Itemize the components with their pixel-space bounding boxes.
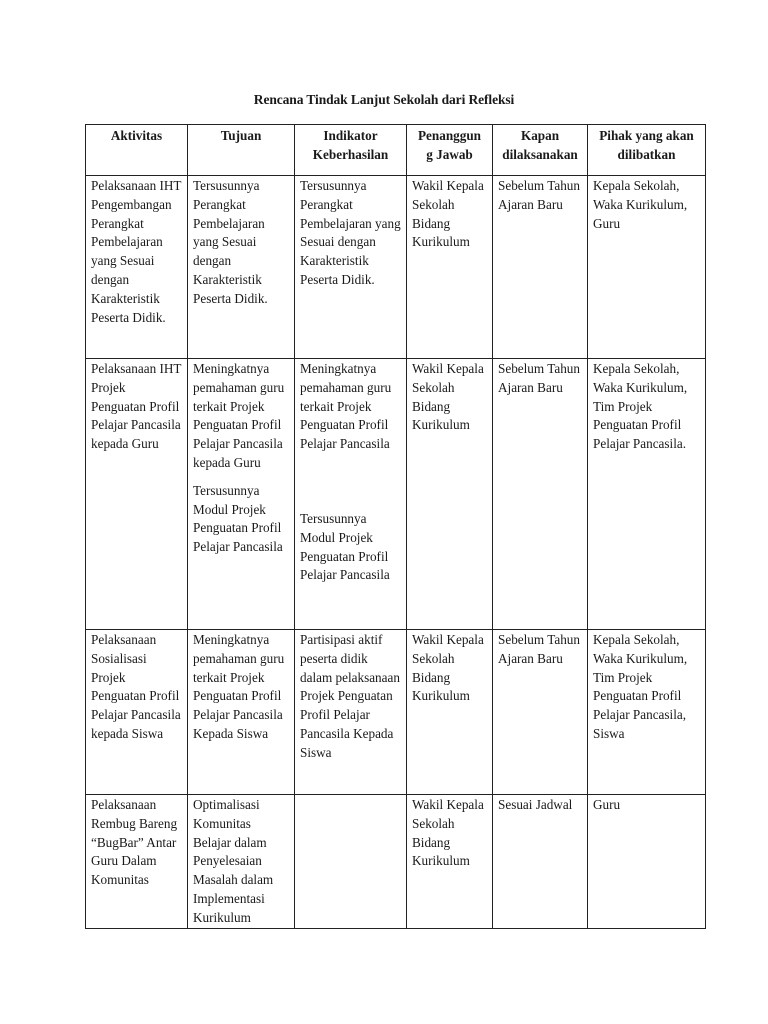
cell-tujuan: Meningkatnya pemahaman guru terkait Projek Penguatan Profil Pelajar Pancasila Kepada Siswa	[188, 630, 295, 795]
cell-pihak: Kepala Sekolah, Waka Kurikulum, Tim Projek Penguatan Profil Pelajar Pancasila.	[588, 359, 706, 630]
cell-indikator-part: Meningkatnya pemahaman guru terkait Projek Penguatan Profil Pelajar Pancasila	[300, 361, 392, 452]
cell-indikator	[295, 359, 407, 630]
cell-pihak: Kepala Sekolah, Waka Kurikulum, Guru	[588, 176, 706, 359]
header-penanggung-jawab: Penanggun g Jawab	[407, 125, 493, 176]
table-row	[86, 176, 706, 359]
header-aktivitas: Aktivitas	[86, 125, 188, 176]
cell-pihak: Kepala Sekolah, Waka Kurikulum, Tim Projek Penguatan Profil Pelajar Pancasila, Siswa	[588, 630, 706, 795]
cell-penanggung-jawab: Wakil Kepala Sekolah Bidang Kurikulum	[407, 176, 493, 359]
cell-kapan: Sebelum Tahun Ajaran Baru	[493, 630, 588, 795]
cell-tujuan	[188, 359, 295, 630]
cell-penanggung-jawab: Wakil Kepala Sekolah Bidang Kurikulum	[407, 359, 493, 630]
cell-indikator: Tersusunnya Perangkat Pembelajaran yang Sesuai dengan Karakteristik Peserta Didik.	[295, 176, 407, 359]
header-indikator: Indikator Keberhasilan	[295, 125, 407, 176]
cell-indikator-part: Tersusunnya Modul Projek Penguatan Profil Pelajar Pancasila	[300, 510, 390, 583]
cell-tujuan: Optimalisasi Komunitas Belajar dalam Penyelesaian Masalah dalam Implementasi Kurikulum	[188, 795, 295, 929]
table-row	[86, 359, 706, 630]
header-tujuan: Tujuan	[188, 125, 295, 176]
cell-penanggung-jawab: Wakil Kepala Sekolah Bidang Kurikulum	[407, 795, 493, 929]
cell-kapan: Sebelum Tahun Ajaran Baru	[493, 176, 588, 359]
table-header-row	[86, 125, 706, 176]
cell-aktivitas: Pelaksanaan Rembug Bareng “BugBar” Antar Guru Dalam Komunitas	[86, 795, 188, 929]
cell-penanggung-jawab: Wakil Kepala Sekolah Bidang Kurikulum	[407, 630, 493, 795]
cell-indikator	[295, 795, 407, 929]
action-plan-table	[85, 124, 706, 929]
cell-kapan: Sesuai Jadwal	[493, 795, 588, 929]
cell-indikator: Partisipasi aktif peserta didik dalam pelaksanaan Projek Penguatan Profil Pelajar Pancasila Kepada Siswa	[295, 630, 407, 795]
document-title: Rencana Tindak Lanjut Sekolah dari Refleksi	[253, 92, 515, 107]
cell-aktivitas: Pelaksanaan Sosialisasi Projek Penguatan Profil Pelajar Pancasila kepada Siswa	[86, 630, 188, 795]
table-row	[86, 795, 706, 929]
cell-tujuan: Tersusunnya Perangkat Pembelajaran yang Sesuai dengan Karakteristik Peserta Didik.	[188, 176, 295, 359]
cell-tujuan-part: Tersusunnya Modul Projek Penguatan Profil Pelajar Pancasila	[193, 482, 283, 555]
cell-spacer	[300, 454, 401, 510]
cell-aktivitas: Pelaksanaan IHT Projek Penguatan Profil Pelajar Pancasila kepada Guru	[86, 359, 188, 630]
cell-pihak: Guru	[588, 795, 706, 929]
header-kapan: Kapan dilaksanakan	[493, 125, 588, 176]
header-pihak: Pihak yang akan dilibatkan	[588, 125, 706, 176]
cell-tujuan-part: Meningkatnya pemahaman guru terkait Projek Penguatan Profil Pelajar Pancasila kepada Guru	[193, 361, 285, 470]
cell-kapan: Sebelum Tahun Ajaran Baru	[493, 359, 588, 630]
table-row	[86, 630, 706, 795]
cell-aktivitas: Pelaksanaan IHT Pengembangan Perangkat Pembelajaran yang Sesuai dengan Karakteristik Peserta Didik.	[86, 176, 188, 359]
